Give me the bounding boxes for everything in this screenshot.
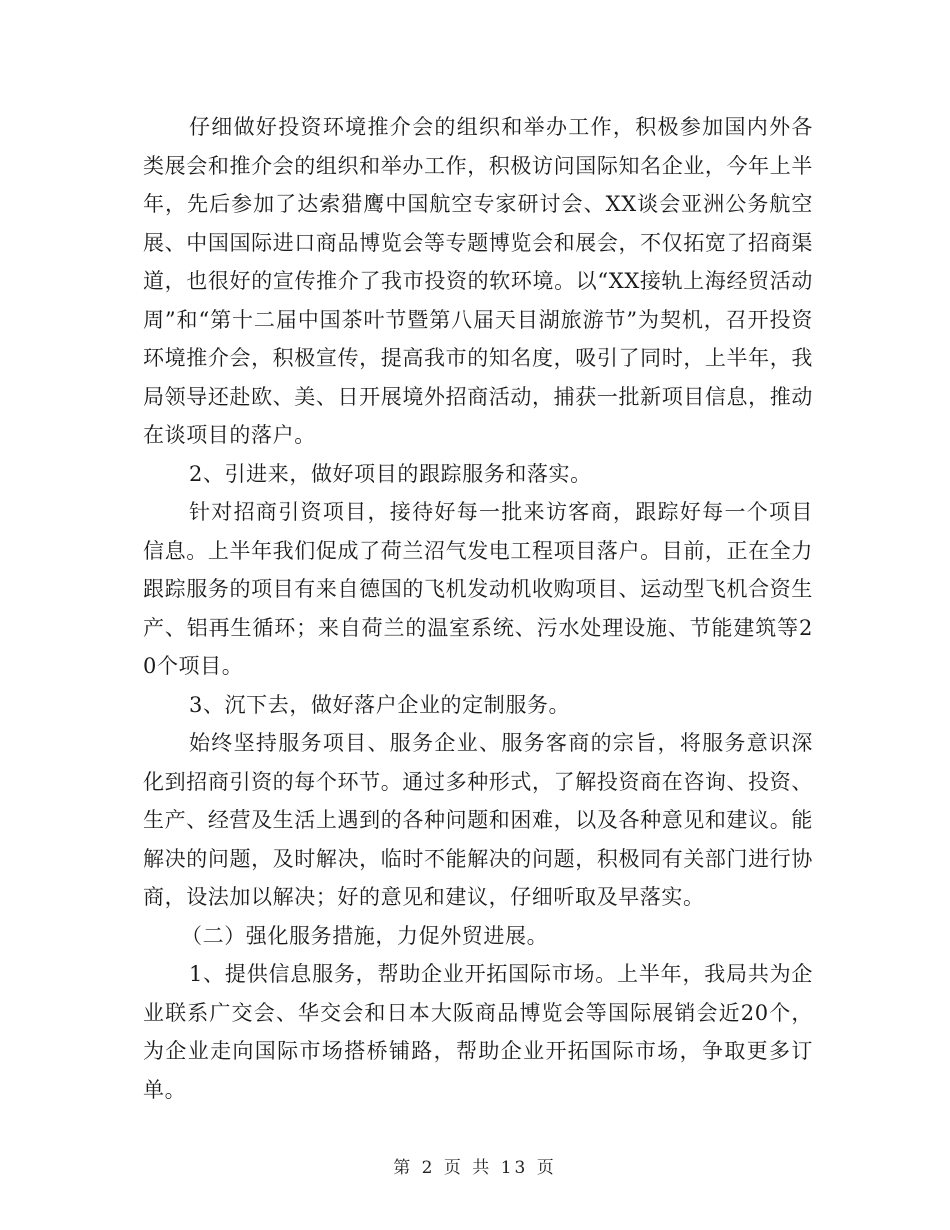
paragraph-investment-promotion: 仔细做好投资环境推介会的组织和举办工作，积极参加国内外各类展会和推介会的组织和举办工作，积极访问国际知名企业，今年上半年，先后参加了达索猎鹰中国航空专家研讨会、XX谈会亚洲公务航空展、中国国际进口商品博览会等专题博览会和展会，不仅拓宽了招商渠道，也很好的宣传推介了我市投资的软环境。以“XX接轨上海经贸活动周”和“第十二届中国茶叶节暨第八届天目湖旅游节”为契机，召开投资环境推介会，积极宣传，提高我市的知名度，吸引了同时，上半年，我局领导还赴欧、美、日开展境外招商活动，捕获一批新项目信息，推动在谈项目的落户。 <box>143 115 813 447</box>
paragraph-information-service: 1、提供信息服务，帮助企业开拓国际市场。上半年，我局共为企业联系广交会、华交会和日本大阪商品博览会等国际展销会近20个，为企业走向国际市场搭桥铺路，帮助企业开拓国际市场，争取更多订单。 <box>143 962 813 1102</box>
section-heading-bring-in: 2、引进来，做好项目的跟踪服务和落实。 <box>189 461 592 486</box>
page-number-footer: 第 2 页 共 13 页 <box>393 1158 557 1178</box>
section-heading-settle-down: 3、沉下去，做好落户企业的定制服务。 <box>189 692 571 717</box>
document-body <box>143 108 813 1109</box>
paragraph-project-tracking: 针对招商引资项目，接待好每一批来访客商，跟踪好每一个项目信息。上半年我们促成了荷兰沼气发电工程项目落户。目前，正在全力跟踪服务的项目有来自德国的飞机发动机收购项目、运动型飞机合资生产、铝再生循环；来自荷兰的温室系统、污水处理设施、节能建筑等20个项目。 <box>143 500 813 678</box>
paragraph-custom-service: 始终坚持服务项目、服务企业、服务客商的宗旨，将服务意识深化到招商引资的每个环节。通过多种形式，了解投资商在咨询、投资、生产、经营及生活上遇到的各种问题和困难，以及各种意见和建议。能解决的问题，及时解决，临时不能解决的问题，积极同有关部门进行协商，设法加以解决；好的意见和建议，仔细听取及早落实。 <box>143 731 813 909</box>
section-heading-foreign-trade: （二）强化服务措施，力促外贸进展。 <box>181 923 549 948</box>
